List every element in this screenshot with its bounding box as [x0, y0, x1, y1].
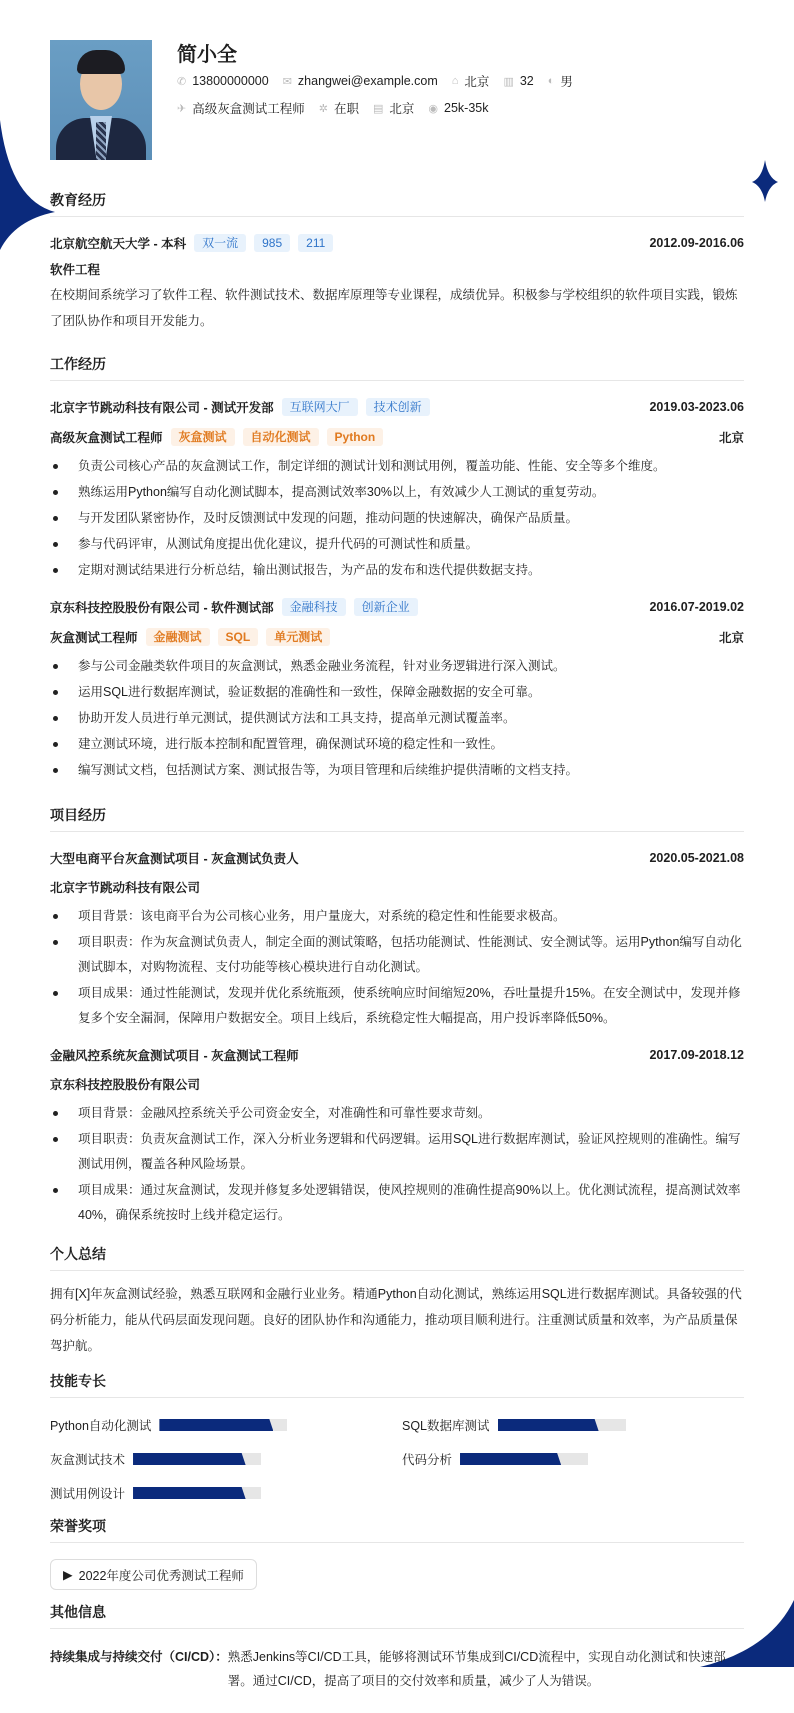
skill-bar-fill — [498, 1419, 599, 1431]
project-company: 北京字节跳动科技有限公司 — [50, 881, 201, 895]
bullet-item: 建立测试环境，进行版本控制和配置管理，确保测试环境的稳定性和一致性。 — [50, 732, 744, 757]
major-row — [50, 256, 744, 282]
tag: 金融科技 — [282, 598, 346, 616]
gender-icon: ◐ — [547, 75, 555, 87]
age: 32 — [519, 74, 534, 88]
bullet-item: 负责公司核心产品的灰盒测试工作，制定详细的测试计划和测试用例，覆盖功能、性能、安全等多个维度。 — [50, 454, 744, 479]
bullet-list — [50, 654, 744, 783]
project-entry — [50, 845, 744, 1031]
bullet-item: 项目成果：通过灰盒测试，发现并修复多处逻辑错误，使风控规则的准确性提高90%以上。优化测试流程，提高测试效率40%，确保系统按时上线并稳定运行。 — [50, 1178, 744, 1228]
job-city: 北京 — [718, 431, 744, 445]
awards-section — [50, 1516, 744, 1590]
summary-text: 拥有[X]年灰盒测试经验，熟悉互联网和金融行业业务。精通Python自动化测试，熟练运用SQL进行数据库测试。具备较强的代码分析能力，能从代码层面发现问题。良好的团队协作和沟通能力，推动项目顺利进行。注重测试质量和效率，为产品质量保驾护航。 — [50, 1287, 742, 1353]
project-name: 金融风控系统灰盒测试项目 - 灰盒测试工程师 — [50, 1049, 299, 1063]
job-entry — [50, 394, 744, 583]
age-icon: ▥ — [503, 75, 514, 88]
other-section — [50, 1602, 744, 1693]
skill-bar — [133, 1487, 261, 1499]
tag: 技术创新 — [366, 398, 430, 416]
school: 北京航空航天大学 - 本科 — [50, 237, 187, 251]
bullet-item: 与开发团队紧密协作，及时反馈测试中发现的问题，推动问题的快速解决，确保产品质量。 — [50, 506, 744, 531]
tag: 互联网大厂 — [282, 398, 358, 416]
salary-icon: ◉ — [428, 102, 438, 115]
date: 2017.09-2018.12 — [649, 1048, 744, 1062]
location: 北京 — [464, 75, 490, 89]
role: 灰盒测试工程师 — [50, 631, 138, 645]
email-icon: ✉ — [282, 75, 292, 88]
date: 2019.03-2023.06 — [649, 400, 744, 414]
job-role-row — [50, 624, 744, 650]
education-section — [50, 190, 744, 334]
project-entry — [50, 1042, 744, 1228]
job-header — [50, 394, 744, 420]
job-city: 北京 — [718, 631, 744, 645]
tag: 985 — [254, 234, 290, 252]
candidate-name: 简小全 — [177, 44, 237, 66]
phone-icon: ✆ — [177, 75, 187, 88]
job-role-row — [50, 424, 744, 450]
skill-bar — [460, 1453, 588, 1465]
award-label: 2022年度公司优秀测试工程师 — [78, 1568, 244, 1583]
date: 2016.07-2019.02 — [649, 600, 744, 614]
section-title: 其他信息 — [50, 1602, 744, 1629]
bullet-item: 定期对测试结果进行分析总结，输出测试报告，为产品的发布和迭代提供数据支持。 — [50, 558, 744, 583]
project-header — [50, 845, 744, 871]
skills-section — [50, 1371, 744, 1502]
bullet-item: 参与代码评审，从测试角度提出优化建议，提升代码的可测试性和质量。 — [50, 532, 744, 557]
phone: 13800000000 — [192, 74, 269, 88]
job-list — [50, 394, 744, 783]
section-title: 荣誉奖项 — [50, 1516, 744, 1543]
skill-bar-fill — [159, 1419, 273, 1431]
status-icon: ✲ — [318, 102, 328, 115]
email: zhangwei@example.com — [297, 74, 438, 88]
skill-item — [50, 1450, 402, 1468]
bullet-list — [50, 454, 744, 583]
resume-body — [50, 0, 744, 1713]
skill-name: SQL数据库测试 — [402, 1419, 490, 1433]
other-key: 持续集成与持续交付（CI/CD）： — [50, 1650, 228, 1664]
skill-bar-fill — [133, 1487, 246, 1499]
building-icon: ▤ — [372, 102, 384, 115]
skill-item — [50, 1484, 402, 1502]
bullet-item: 项目职责：负责灰盒测试工作，深入分析业务逻辑和代码逻辑。运用SQL进行数据库测试，验证风控规则的准确性。编写测试用例，覆盖各种风险场景。 — [50, 1127, 744, 1177]
tag: 211 — [298, 234, 333, 252]
job-header — [50, 594, 744, 620]
bullet-list — [50, 1101, 744, 1228]
skill-tag: 金融测试 — [146, 628, 210, 646]
date: 2020.05-2021.08 — [649, 851, 744, 865]
section-title: 项目经历 — [50, 805, 744, 832]
skill-tag: 单元测试 — [266, 628, 330, 646]
section-title: 教育经历 — [50, 190, 744, 217]
home-icon: ⌂ — [451, 75, 459, 87]
education-desc: 在校期间系统学习了软件工程、软件测试技术、数据库原理等专业课程，成绩优异。积极参与学校组织的软件项目实践，锻炼了团队协作和项目开发能力。 — [50, 288, 738, 328]
bullet-item: 项目职责：作为灰盒测试负责人，制定全面的测试策略，包括功能测试、性能测试、安全测试等。运用Python编写自动化测试脚本，对购物流程、支付功能等核心模块进行自动化测试。 — [50, 930, 744, 980]
bullet-item: 参与公司金融类软件项目的灰盒测试，熟悉金融业务流程，针对业务逻辑进行深入测试。 — [50, 654, 744, 679]
bullet-item: 项目背景：金融风控系统关乎公司资金安全，对准确性和可靠性要求苛刻。 — [50, 1101, 744, 1126]
skill-tag: Python — [327, 428, 384, 446]
position-icon: ✈ — [177, 102, 187, 115]
bullet-item: 项目背景：该电商平台为公司核心业务，用户量庞大，对系统的稳定性和性能要求极高。 — [50, 904, 744, 929]
skill-bar — [159, 1419, 287, 1431]
salary: 25k-35k — [444, 101, 489, 115]
gender: 男 — [560, 75, 573, 89]
role: 高级灰盒测试工程师 — [50, 431, 163, 445]
skill-grid — [50, 1416, 744, 1502]
skill-bar — [133, 1453, 261, 1465]
bullet-item: 协助开发人员进行单元测试，提供测试方法和工具支持，提高单元测试覆盖率。 — [50, 706, 744, 731]
major: 软件工程 — [50, 263, 101, 277]
position: 高级灰盒测试工程师 — [192, 102, 305, 116]
project-company-row — [50, 1071, 744, 1097]
bullet-list — [50, 904, 744, 1031]
skill-tag: SQL — [218, 628, 259, 646]
project-company: 京东科技控股股份有限公司 — [50, 1078, 201, 1092]
skill-item — [50, 1416, 402, 1434]
skill-bar — [498, 1419, 626, 1431]
skill-tag: 灰盒测试 — [171, 428, 235, 446]
company: 北京字节跳动科技有限公司 - 测试开发部 — [50, 401, 274, 415]
triangle-icon: ▶ — [63, 1568, 73, 1582]
bullet-item: 编写测试文档，包括测试方案、测试报告等，为项目管理和后续维护提供清晰的文档支持。 — [50, 758, 744, 783]
bullet-item: 项目成果：通过性能测试，发现并优化系统瓶颈，使系统响应时间缩短20%，吞吐量提升15%。在安全测试中，发现并修复多个安全漏洞，保障用户数据安全。项目上线后，系统稳定性大幅提高，用户投诉率降低50%。 — [50, 981, 744, 1031]
skill-item — [402, 1416, 742, 1434]
tag: 创新企业 — [354, 598, 418, 616]
project-list — [50, 845, 744, 1228]
skill-name: 代码分析 — [402, 1453, 453, 1467]
job-entry — [50, 594, 744, 783]
skill-name: 灰盒测试技术 — [50, 1453, 126, 1467]
status: 在职 — [333, 102, 359, 116]
project-header — [50, 1042, 744, 1068]
company: 京东科技控股股份有限公司 - 软件测试部 — [50, 601, 274, 615]
star-decoration — [752, 160, 778, 202]
summary-section — [50, 1244, 744, 1359]
bullet-item: 运用SQL进行数据库测试，验证数据的准确性和一致性，保障金融数据的安全可靠。 — [50, 680, 744, 705]
left-curve-decoration — [0, 120, 55, 250]
other-item — [50, 1645, 744, 1693]
skill-item — [402, 1450, 742, 1468]
projects-section — [50, 805, 744, 1228]
section-title: 技能专长 — [50, 1371, 744, 1398]
work-section — [50, 354, 744, 783]
tag: 双一流 — [194, 234, 246, 252]
award-item[interactable] — [50, 1559, 257, 1590]
section-title: 工作经历 — [50, 354, 744, 381]
skill-name: 测试用例设计 — [50, 1487, 126, 1501]
skill-bar-fill — [133, 1453, 246, 1465]
education-header — [50, 230, 744, 256]
project-company-row — [50, 874, 744, 900]
city: 北京 — [389, 102, 415, 116]
project-name: 大型电商平台灰盒测试项目 - 灰盒测试负责人 — [50, 852, 299, 866]
skill-tag: 自动化测试 — [243, 428, 319, 446]
section-title: 个人总结 — [50, 1244, 744, 1271]
date: 2012.09-2016.06 — [649, 236, 744, 250]
skill-bar-fill — [460, 1453, 561, 1465]
other-value: 熟悉Jenkins等CI/CD工具，能够将测试环节集成到CI/CD流程中，实现自动化测试和快速部署。通过CI/CD，提高了项目的交付效率和质量，减少了人为错误。 — [227, 1650, 726, 1688]
bullet-item: 熟练运用Python编写自动化测试脚本，提高测试效率30%以上，有效减少人工测试的重复劳动。 — [50, 480, 744, 505]
skill-name: Python自动化测试 — [50, 1419, 152, 1433]
